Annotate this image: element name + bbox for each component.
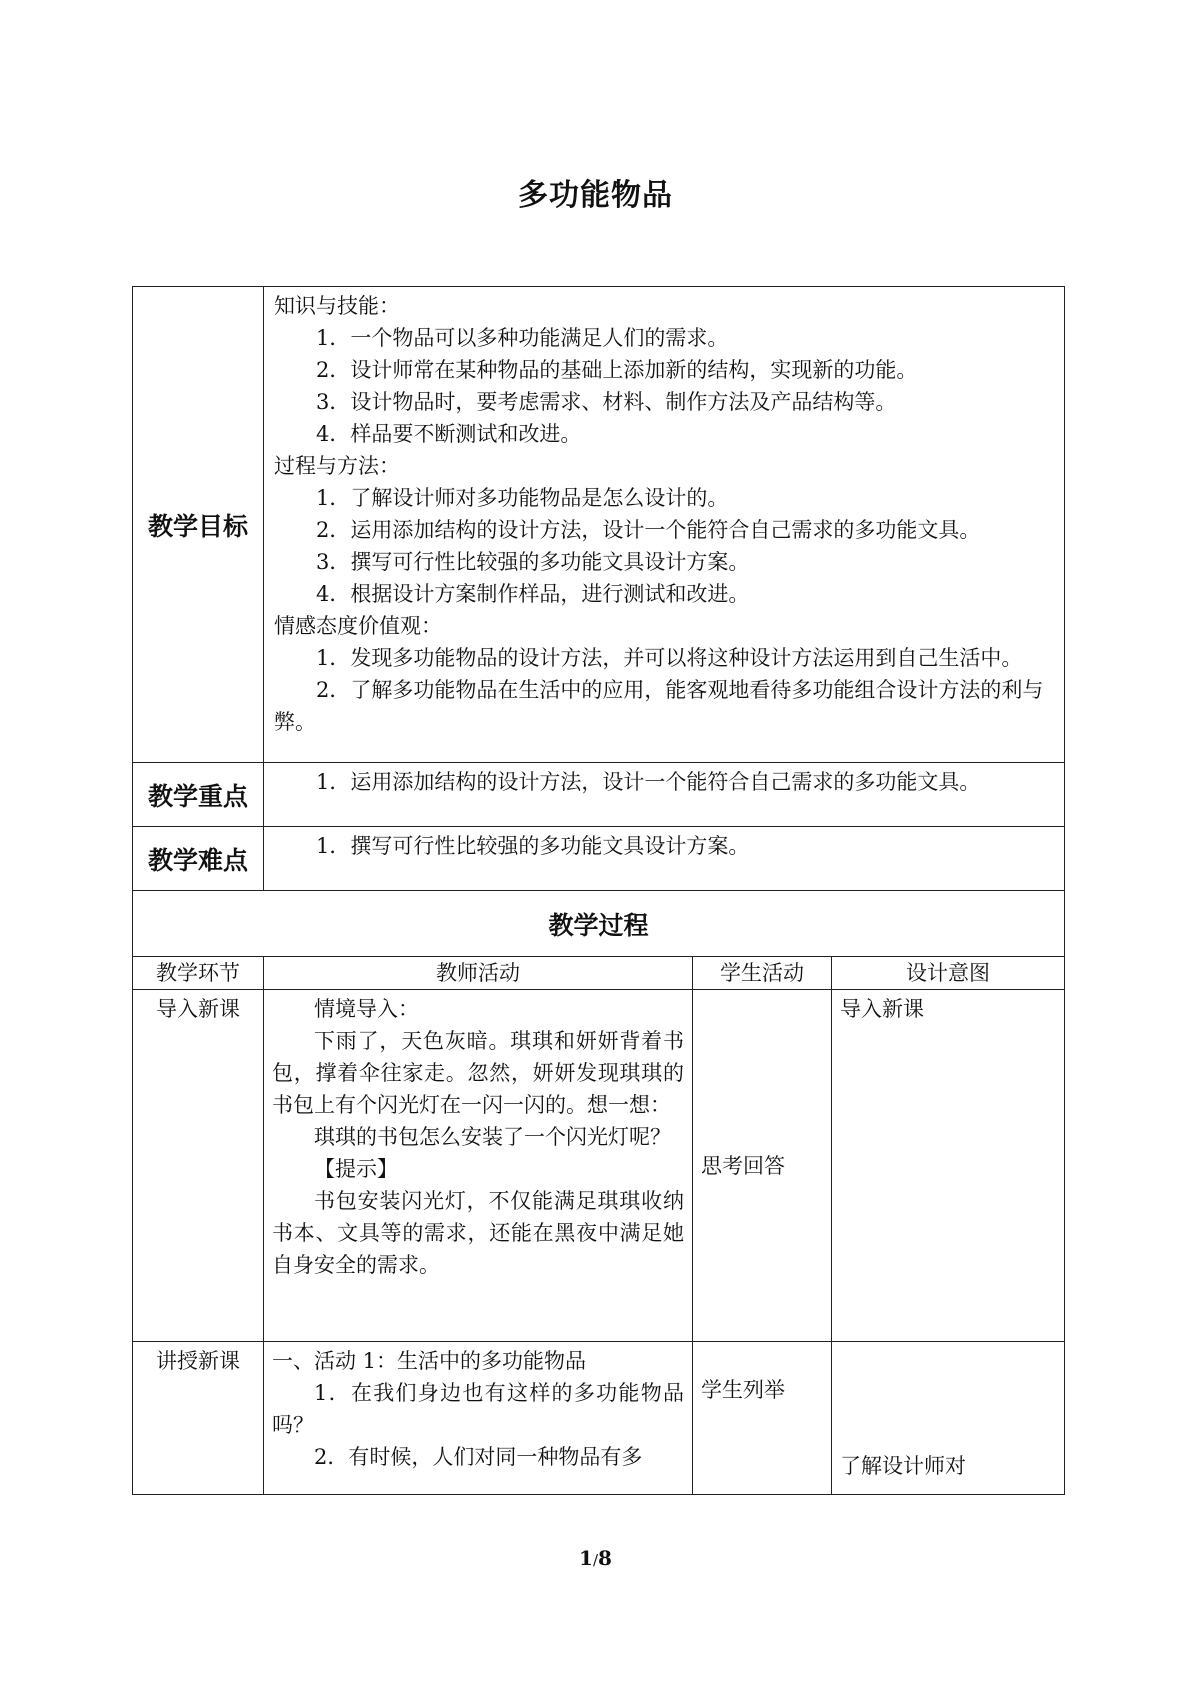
- process-row-intro: [133, 990, 1065, 1342]
- header-student: 学生活动: [693, 957, 832, 990]
- objectives-line: 3．设计物品时，要考虑需求、材料、制作方法及产品结构等。: [316, 390, 897, 414]
- objectives-line: 2．了解多功能物品在生活中的应用，能客观地看待多功能组合设计方法的利与弊。: [274, 678, 1044, 734]
- key-points-label: 教学重点: [133, 763, 264, 827]
- objectives-line: 2．设计师常在某种物品的基础上添加新的结构，实现新的功能。: [316, 358, 918, 382]
- difficulties-content: [264, 827, 1065, 891]
- teacher-line: 书包安装闪光灯，不仅能满足琪琪收纳书本、文具等的需求，还能在黑夜中满足她自身安全的需求。: [272, 1189, 684, 1277]
- teacher-line: 2．有时候，人们对同一种物品有多: [314, 1445, 643, 1469]
- teacher-line: 情境导入：: [314, 997, 419, 1021]
- header-stage: 教学环节: [133, 957, 264, 990]
- objectives-line: 过程与方法：: [274, 454, 400, 478]
- document-title: 多功能物品: [518, 178, 673, 213]
- objectives-line: 4．根据设计方案制作样品，进行测试和改进。: [316, 582, 750, 606]
- process-title-row: [133, 891, 1065, 957]
- teacher-line: 【提示】: [314, 1157, 398, 1181]
- key-points-content: [264, 763, 1065, 827]
- student-cell: 思考回答: [693, 990, 832, 1342]
- difficulties-text: 1．撰写可行性比较强的多功能文具设计方案。: [316, 834, 750, 858]
- page-total: 8: [598, 1546, 612, 1570]
- student-cell: 学生列举: [693, 1342, 832, 1495]
- objectives-line: 情感态度价值观：: [274, 614, 442, 638]
- teacher-line: 琪琪的书包怎么安装了一个闪光灯呢？: [314, 1125, 671, 1149]
- page-number: [0, 1546, 1191, 1570]
- page-separator: /: [592, 1551, 599, 1569]
- objectives-line: 1．了解设计师对多功能物品是怎么设计的。: [316, 486, 729, 510]
- key-points-text: 1．运用添加结构的设计方法，设计一个能符合自己需求的多功能文具。: [316, 770, 981, 794]
- teacher-line: 一、活动 1：生活中的多功能物品: [272, 1349, 587, 1373]
- objectives-row: [133, 287, 1065, 763]
- objectives-line: 1．一个物品可以多种功能满足人们的需求。: [316, 326, 729, 350]
- header-intent: 设计意图: [832, 957, 1065, 990]
- process-title: 教学过程: [133, 891, 1065, 957]
- key-points-row: [133, 763, 1065, 827]
- lesson-plan-table: [132, 286, 1065, 1495]
- stage-cell: 导入新课: [133, 990, 264, 1342]
- objectives-line: 2．运用添加结构的设计方法，设计一个能符合自己需求的多功能文具。: [316, 518, 981, 542]
- process-header-row: [133, 957, 1065, 990]
- difficulties-label: 教学难点: [133, 827, 264, 891]
- objectives-label: 教学目标: [133, 287, 264, 763]
- objectives-line: 1．发现多功能物品的设计方法，并可以将这种设计方法运用到自己生活中。: [316, 646, 1023, 670]
- stage-cell: 讲授新课: [133, 1342, 264, 1495]
- teacher-line: 1．在我们身边也有这样的多功能物品吗？: [272, 1381, 684, 1437]
- process-row-teach: [133, 1342, 1065, 1495]
- teacher-cell: [264, 990, 693, 1342]
- header-teacher: 教师活动: [264, 957, 693, 990]
- objectives-content: [264, 287, 1065, 763]
- intent-cell: 导入新课: [832, 990, 1065, 1342]
- teacher-line: 下雨了，天色灰暗。琪琪和妍妍背着书包，撑着伞往家走。忽然，妍妍发现琪琪的书包上有个闪光灯在一闪一闪的。想一想：: [272, 1029, 684, 1117]
- objectives-line: 3．撰写可行性比较强的多功能文具设计方案。: [316, 550, 750, 574]
- page-current: 1: [579, 1546, 593, 1570]
- teacher-cell: [264, 1342, 693, 1495]
- intent-cell: 了解设计师对: [832, 1342, 1065, 1495]
- objectives-line: 知识与技能：: [274, 294, 400, 318]
- objectives-line: 4．样品要不断测试和改进。: [316, 422, 582, 446]
- difficulties-row: [133, 827, 1065, 891]
